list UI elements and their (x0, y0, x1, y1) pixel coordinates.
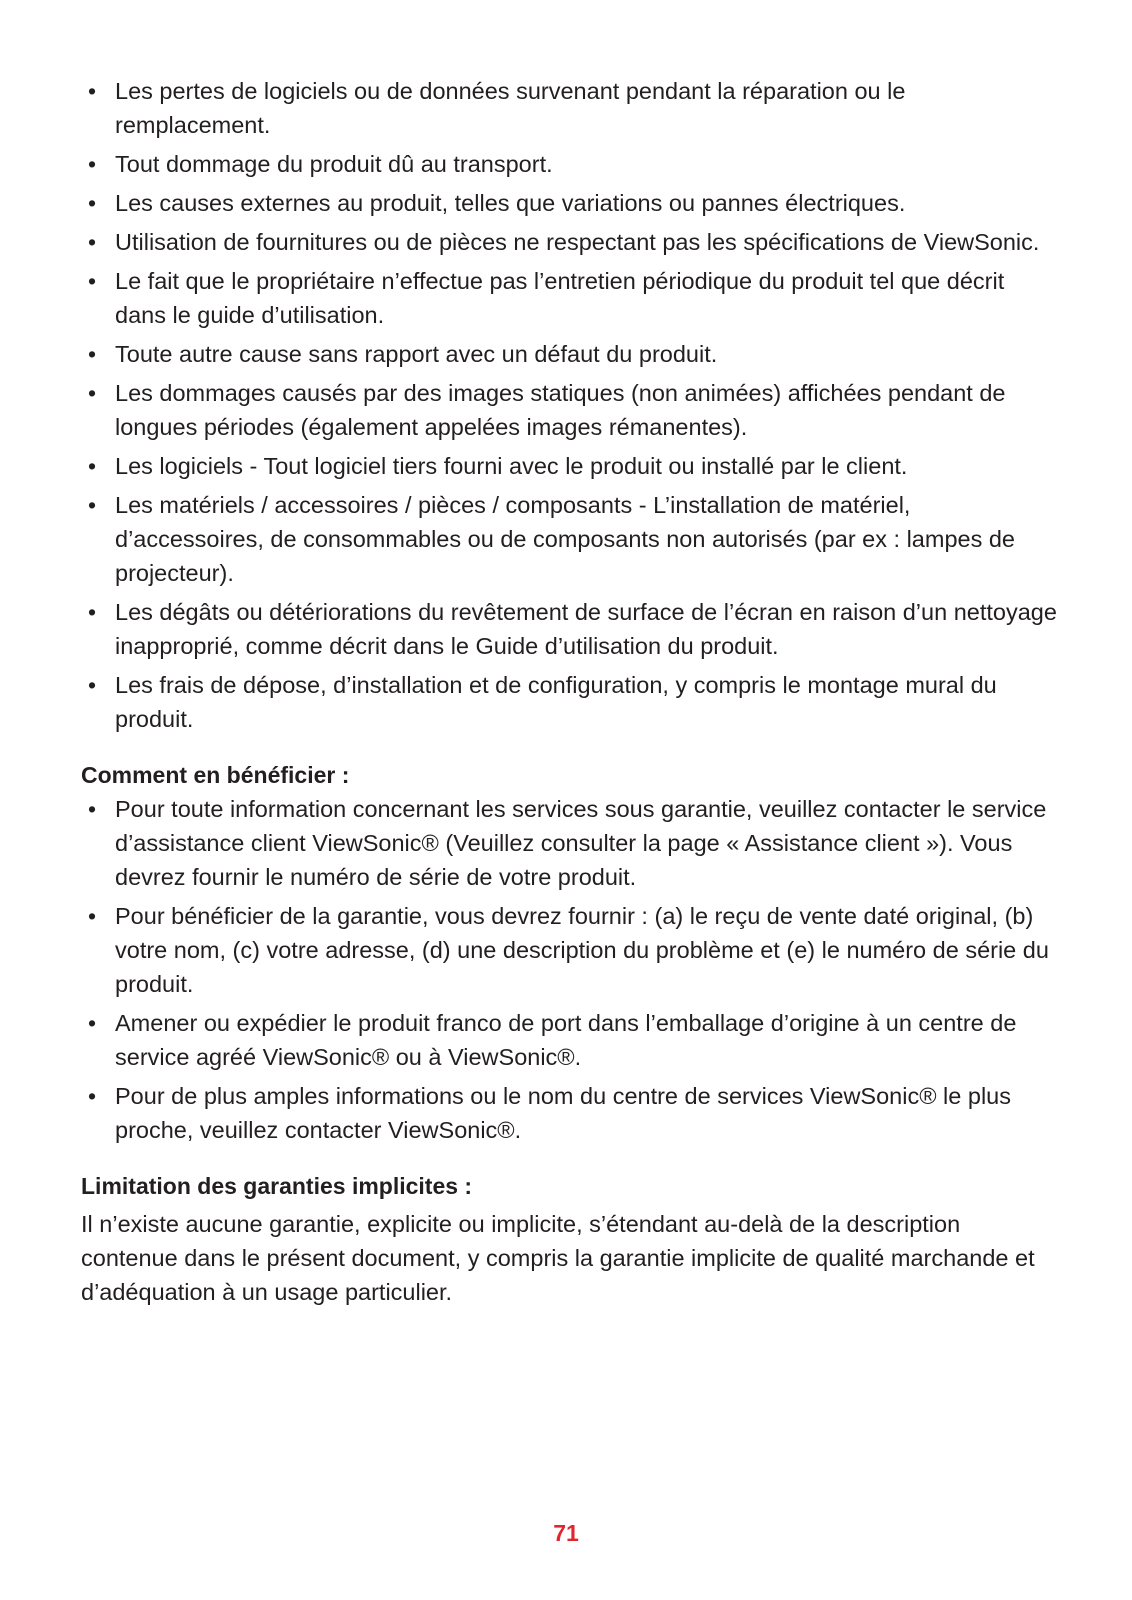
list-item: • Pour toute information concernant les services sous garantie, veuillez contacter le service d’assistance client ViewSonic® (Veuillez consulter la page « Assistance client »). Vous devrez fournir le numéro de série de votre produit. (81, 792, 1061, 894)
exclusions-list (81, 74, 1061, 736)
list-item: • Les frais de dépose, d’installation et de configuration, y compris le montage mural du produit. (81, 668, 1061, 736)
limitation-heading: Limitation des garanties implicites : (81, 1173, 473, 1199)
list-item: • Les dommages causés par des images statiques (non animées) affichées pendant de longues périodes (également appelées images rémanentes). (81, 376, 1061, 444)
list-item: • Le fait que le propriétaire n’effectue pas l’entretien périodique du produit tel que décrit dans le guide d’utilisation. (81, 264, 1061, 332)
how-to-obtain-list (81, 792, 1061, 1147)
document-page (81, 74, 1061, 1309)
list-item: • Les logiciels - Tout logiciel tiers fourni avec le produit ou installé par le client. (81, 449, 1061, 483)
list-item: • Les causes externes au produit, telles que variations ou pannes électriques. (81, 186, 1061, 220)
list-item: • Pour bénéficier de la garantie, vous devrez fournir : (a) le reçu de vente daté original, (b) votre nom, (c) votre adresse, (d) une description du problème et (e) le numéro de série du produit. (81, 899, 1061, 1001)
list-item: • Les matériels / accessoires / pièces / composants - L’installation de matériel, d’accessoires, de consommables ou de composants non autorisés (par ex : lampes de projecteur). (81, 488, 1061, 590)
list-item: • Toute autre cause sans rapport avec un défaut du produit. (81, 337, 1061, 371)
list-item: • Pour de plus amples informations ou le nom du centre de services ViewSonic® le plus proche, veuillez contacter ViewSonic®. (81, 1079, 1061, 1147)
list-item: • Les dégâts ou détériorations du revêtement de surface de l’écran en raison d’un nettoyage inapproprié, comme décrit dans le Guide d’utilisation du produit. (81, 595, 1061, 663)
list-item: • Utilisation de fournitures ou de pièces ne respectant pas les spécifications de ViewSonic. (81, 225, 1061, 259)
list-item: • Tout dommage du produit dû au transport. (81, 147, 1061, 181)
how-to-obtain-heading: Comment en bénéficier : (81, 762, 350, 788)
limitation-paragraph: Il n’existe aucune garantie, explicite ou implicite, s’étendant au-delà de la description contenue dans le présent document, y compris la garantie implicite de qualité marchande et d’adéquation à un usage particulier. (81, 1211, 1035, 1305)
list-item: • Amener ou expédier le produit franco de port dans l’emballage d’origine à un centre de service agréé ViewSonic® ou à ViewSonic®. (81, 1006, 1061, 1074)
page-number: 71 (553, 1520, 579, 1546)
list-item: • Les pertes de logiciels ou de données survenant pendant la réparation ou le remplacement. (81, 74, 1061, 142)
